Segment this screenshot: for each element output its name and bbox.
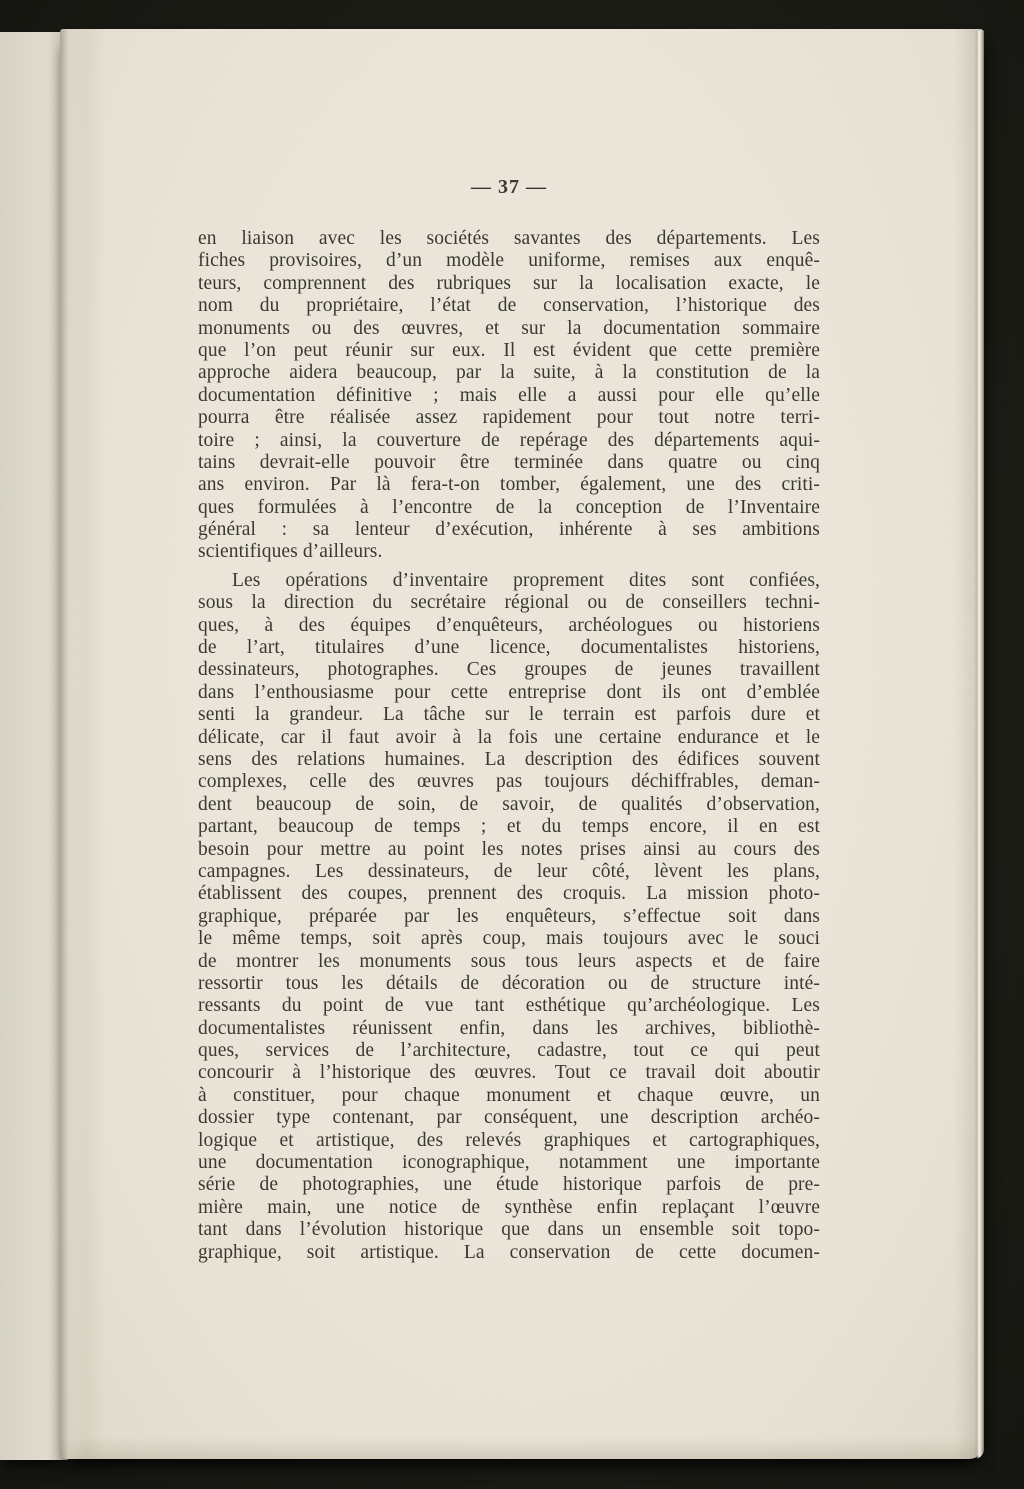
text-line: que l’on peut réunir sur eux. Il est évident que cette première (198, 339, 820, 361)
text-line: une documentation iconographique, notamment une importante (198, 1152, 820, 1174)
text-line: toire ; ainsi, la couverture de repérage des départements aqui- (198, 429, 820, 451)
text-line: dent beaucoup de soin, de savoir, de qualités d’observation, (198, 793, 820, 815)
text-line: tant dans l’évolution historique que dans un ensemble soit topo- (198, 1219, 820, 1241)
page-text (198, 228, 820, 1264)
text-line: nom du propriétaire, l’état de conservation, l’historique des (198, 295, 820, 317)
text-line: monuments ou des œuvres, et sur la documentation sommaire (198, 317, 820, 339)
text-line: dessinateurs, photographes. Ces groupes de jeunes travaillent (198, 659, 820, 681)
text-line: général : sa lenteur d’exécution, inhérente à ses ambitions (198, 519, 820, 541)
text-line: ques, services de l’architecture, cadastre, tout ce qui peut (198, 1040, 820, 1062)
text-line: de montrer les monuments sous tous leurs aspects et de faire (198, 950, 820, 972)
text-line: en liaison avec les sociétés savantes des départements. Les (198, 228, 820, 249)
text-line: complexes, celle des œuvres pas toujours déchiffrables, deman- (198, 771, 820, 793)
text-line: dossier type contenant, par conséquent, une description archéo- (198, 1107, 820, 1129)
text-line: sens des relations humaines. La description des édifices souvent (198, 748, 820, 770)
text-line: série de photographies, une étude historique parfois de pre- (198, 1174, 820, 1196)
page-number: — 37 — (471, 176, 547, 198)
text-line: logique et artistique, des relevés graphiques et cartographiques, (198, 1129, 820, 1151)
page-stack-edge (974, 31, 984, 1459)
text-line: mière main, une notice de synthèse enfin replaçant l’œuvre (198, 1196, 820, 1218)
text-line: ressortir tous les détails de décoration ou de structure inté- (198, 972, 820, 994)
text-line: graphique, soit artistique. La conservation de cette documen- (198, 1241, 820, 1263)
text-line: tains devrait-elle pouvoir être terminée dans quatre ou cinq (198, 451, 820, 473)
text-line: concourir à l’historique des œuvres. Tout ce travail doit aboutir (198, 1062, 820, 1084)
text-line: de l’art, titulaires d’une licence, documentalistes historiens, (198, 637, 820, 659)
text-line: approche aidera beaucoup, par la suite, à la constitution de la (198, 362, 820, 384)
text-line: documentalistes réunissent enfin, dans les archives, bibliothè- (198, 1017, 820, 1039)
gutter-crease-shadow (60, 29, 86, 1459)
text-line: délicate, car il faut avoir à la fois une certaine endurance et le (198, 726, 820, 748)
text-line: documentation définitive ; mais elle a aussi pour elle qu’elle (198, 384, 820, 406)
text-paragraph (198, 570, 820, 1264)
text-paragraph (198, 228, 820, 564)
text-line: besoin pour mettre au point les notes prises ainsi au cours des (198, 838, 820, 860)
text-line: Les opérations d’inventaire proprement dites sont confiées, (232, 569, 820, 591)
text-line: ques, à des équipes d’enquêteurs, archéologues ou historiens (198, 614, 820, 636)
text-line: graphique, préparée par les enquêteurs, s’effectue soit dans (198, 905, 820, 927)
previous-page-edge (0, 32, 68, 1460)
text-line: à constituer, pour chaque monument et chaque œuvre, un (198, 1084, 820, 1106)
text-line: le même temps, soit après coup, mais toujours avec le souci (198, 928, 820, 950)
text-line: ans environ. Par là fera-t-on tomber, également, une des criti- (198, 474, 820, 496)
text-line: ressants du point de vue tant esthétique qu’archéologique. Les (198, 995, 820, 1017)
text-line: partant, beaucoup de temps ; et du temps encore, il en est (198, 816, 820, 838)
text-line: senti la grandeur. La tâche sur le terrain est parfois dure et (198, 704, 820, 726)
text-line: campagnes. Les dessinateurs, de leur côté, lèvent les plans, (198, 860, 820, 882)
text-line: dans l’enthousiasme pour cette entreprise dont ils ont d’emblée (198, 681, 820, 703)
text-line: sous la direction du secrétaire régional ou de conseillers techni- (198, 592, 820, 614)
text-line: établissent des coupes, prennent des croquis. La mission photo- (198, 883, 820, 905)
text-line: pourra être réalisée assez rapidement pour tout notre terri- (198, 407, 820, 429)
text-line: scientifiques d’ailleurs. (198, 541, 383, 563)
text-line: teurs, comprennent des rubriques sur la localisation exacte, le (198, 272, 820, 294)
text-line: fiches provisoires, d’un modèle uniforme, remises aux enquê- (198, 250, 820, 272)
text-line: ques formulées à l’encontre de la conception de l’Inventaire (198, 496, 820, 518)
